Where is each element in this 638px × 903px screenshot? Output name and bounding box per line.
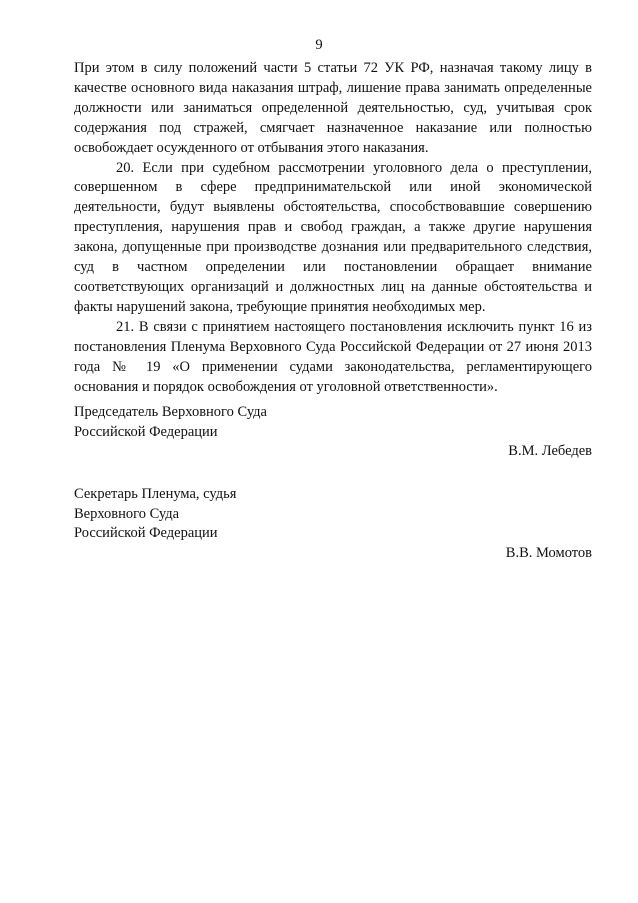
secretary-title-line1: Секретарь Пленума, судья	[74, 486, 237, 502]
secretary-title-line2: Верховного Суда	[74, 505, 180, 522]
chairman-signature-block	[74, 403, 592, 462]
paragraph-20: 20. Если при судебном рассмотрении уголовного дела о преступлении, совершенном в сфере предпринимательской или иной экономической деятельности, будут выявлены обстоятельства, способствовавшие совершению преступления, нарушения прав и свобод граждан, а также другие нарушения закона, допущенные при производстве дознания или предварительного следствия, суд в частном определении или постановлении обращает внимание соответствующих организаций и должностных лиц на данные обстоятельства и факты нарушений закона, требующие принятия необходимых мер.	[74, 159, 592, 315]
paragraph-21: 21. В связи с принятием настоящего постановления исключить пункт 16 из постановления Пленума Верховного Суда Российской Федерации от 27 июня 2013 года № 19 «О применении судами законодательства, регламентирующего основания и порядок освобождения от уголовной ответственности».	[74, 318, 592, 395]
secretary-title-line3: Российской Федерации	[74, 525, 218, 541]
document-body	[74, 59, 592, 397]
chairman-name: В.М. Лебедев	[508, 443, 592, 459]
chairman-title-line1: Председатель Верховного Суда	[74, 404, 267, 420]
secretary-name: В.В. Момотов	[505, 544, 592, 561]
secretary-signature-block	[74, 485, 592, 563]
paragraph-continuation: При этом в силу положений части 5 статьи 72 УК РФ, назначая такому лицу в качестве основного вида наказания штраф, лишение права занимать определенные должности или заниматься определенной деятельностью, суд, учитывая срок содержания под стражей, смягчает назначенное наказание или полностью освобождает осужденного от отбывания этого наказания.	[74, 60, 592, 156]
chairman-title-line2: Российской Федерации	[74, 423, 218, 440]
page-number: 9	[315, 37, 323, 53]
